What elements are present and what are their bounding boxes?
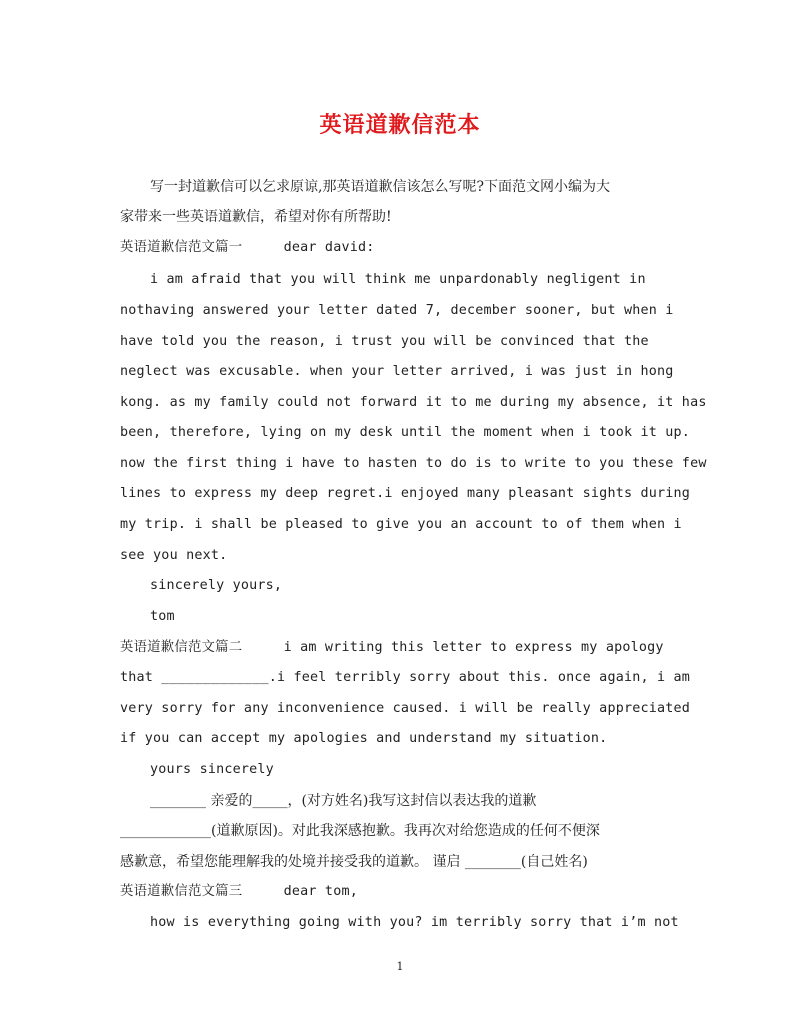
paragraph-line: nothaving answered your letter dated 7, december sooner, but when i [120, 303, 674, 318]
paragraph-line: 家带来一些英语道歉信，希望对你有所帮助! [120, 209, 392, 225]
paragraph-line: neglect was excusable. when your letter arrived, i was just in hong [120, 364, 674, 379]
paragraph-line: i am afraid that you will think me unpardonably negligent in [150, 272, 646, 287]
paragraph-line: very sorry for any inconvenience caused. i will be really appreciated [120, 701, 691, 716]
closing-line: yours sincerely [150, 762, 274, 777]
section-heading-2: 英语道歉信范文篇二 i am writing this letter to express my apology [120, 640, 664, 655]
paragraph-line: my trip. i shall be pleased to give you an account to of them when i [120, 517, 682, 532]
paragraph-line: 写一封道歉信可以乞求原谅,那英语道歉信该怎么写呢?下面范文网小编为大 [150, 179, 610, 195]
section-heading-3: 英语道歉信范文篇三 dear tom, [120, 884, 358, 899]
paragraph-line: been, therefore, lying on my desk until the moment when i took it up. [120, 425, 691, 440]
paragraph-line: now the first thing i have to hasten to do is to write to you these few [120, 456, 707, 471]
paragraph-line: kong. as my family could not forward it to me during my absence, it has [120, 395, 707, 410]
paragraph-line: have told you the reason, i trust you will be convinced that the [120, 334, 649, 349]
paragraph-line: ________ 亲爱的_____，(对方姓名)我写这封信以表达我的道歉 [150, 793, 537, 809]
closing-line: sincerely yours, [150, 578, 283, 593]
paragraph-line: that _____________.i feel terribly sorry about this. once again, i am [120, 670, 691, 685]
document-title: 英语道歉信范本 [319, 112, 481, 138]
paragraph-line: see you next. [120, 548, 228, 563]
page-number: 1 [396, 960, 404, 973]
paragraph-line: 感歉意，希望您能理解我的处境并接受我的道歉。 谨启 ________(自己姓名) [120, 854, 588, 870]
paragraph-line: if you can accept my apologies and understand my situation. [120, 731, 608, 746]
paragraph-line: lines to express my deep regret.i enjoyed many pleasant sights during [120, 486, 691, 501]
paragraph-line: _____________(道歉原因)。对此我深感抱歉。我再次对给您造成的任何不便深 [120, 823, 600, 839]
section-heading-1: 英语道歉信范文篇一 dear david: [120, 240, 375, 255]
paragraph-line: how is everything going with you? im terribly sorry that i’m not [150, 915, 679, 930]
signature-line: tom [150, 609, 175, 624]
